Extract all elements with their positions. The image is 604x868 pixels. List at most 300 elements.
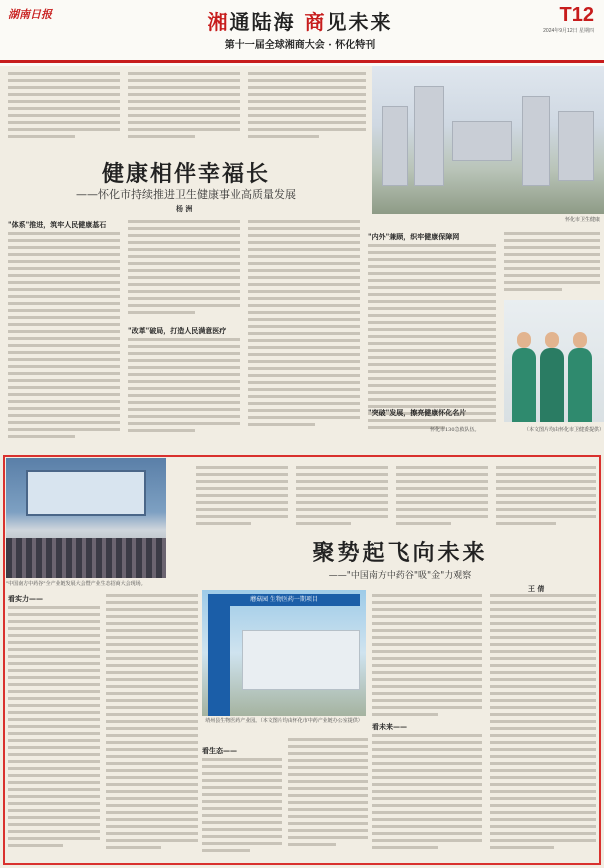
text-line bbox=[128, 72, 240, 75]
text-line bbox=[8, 662, 100, 665]
article2-intro-column-1 bbox=[196, 466, 288, 529]
text-line bbox=[106, 769, 198, 772]
intro-text-column-2 bbox=[128, 72, 240, 142]
text-line bbox=[128, 276, 240, 279]
text-line bbox=[490, 790, 596, 793]
text-line bbox=[372, 804, 482, 807]
text-line bbox=[8, 337, 120, 340]
text-line bbox=[490, 615, 596, 618]
text-line bbox=[8, 330, 120, 333]
text-line bbox=[106, 741, 198, 744]
article2-section-head-3: 看未来—— bbox=[372, 722, 407, 731]
text-line bbox=[8, 309, 120, 312]
text-line bbox=[8, 781, 100, 784]
banner-text-1: 通陆海 bbox=[229, 10, 305, 34]
text-line bbox=[202, 800, 282, 803]
banner-title bbox=[150, 6, 450, 35]
text-line bbox=[368, 335, 496, 338]
text-line bbox=[496, 466, 596, 469]
text-line bbox=[490, 601, 596, 604]
text-line bbox=[248, 100, 366, 103]
text-line bbox=[106, 832, 198, 835]
text-line bbox=[8, 802, 100, 805]
text-line bbox=[490, 748, 596, 751]
article1-column-1 bbox=[8, 232, 120, 442]
text-line bbox=[372, 769, 482, 772]
text-line bbox=[128, 283, 240, 286]
banner-char-xiang: 湘 bbox=[207, 10, 230, 34]
text-line bbox=[196, 466, 288, 469]
plant-banner: 蘑菇园 生物医药一期项目 bbox=[208, 594, 360, 606]
text-line bbox=[490, 608, 596, 611]
banner-text-2: 见未来 bbox=[326, 10, 393, 34]
text-line bbox=[106, 671, 198, 674]
text-line bbox=[248, 346, 360, 349]
text-line bbox=[368, 244, 496, 247]
text-line bbox=[106, 755, 198, 758]
text-line bbox=[490, 636, 596, 639]
article1-section-head-4: "突破"发展，擦亮健康怀化名片 bbox=[368, 408, 467, 417]
text-line bbox=[504, 281, 600, 284]
article2-byline: 王 倩 bbox=[528, 584, 545, 593]
article1-section-head-2: "改革"破局，打造人民满意医疗 bbox=[128, 326, 227, 335]
conference-screen bbox=[26, 470, 146, 516]
text-line bbox=[8, 400, 120, 403]
text-line bbox=[368, 300, 496, 303]
text-line bbox=[496, 487, 596, 490]
text-line bbox=[368, 363, 496, 366]
text-line bbox=[128, 352, 240, 355]
text-line bbox=[128, 366, 240, 369]
text-line bbox=[128, 415, 240, 418]
text-line bbox=[490, 594, 596, 597]
text-line bbox=[288, 738, 368, 741]
masthead-rule bbox=[0, 60, 604, 63]
text-line bbox=[106, 594, 198, 597]
text-line bbox=[372, 657, 482, 660]
text-line bbox=[368, 398, 496, 401]
text-line bbox=[8, 613, 100, 616]
text-line bbox=[372, 678, 482, 681]
text-line bbox=[372, 790, 482, 793]
text-line bbox=[496, 522, 556, 525]
text-line bbox=[296, 515, 388, 518]
text-line bbox=[8, 683, 100, 686]
text-line bbox=[8, 100, 120, 103]
hospital-aerial-photo bbox=[372, 66, 604, 214]
text-line bbox=[490, 825, 596, 828]
text-line bbox=[128, 304, 240, 307]
text-line bbox=[368, 356, 496, 359]
text-line bbox=[372, 748, 482, 751]
text-line bbox=[372, 818, 482, 821]
text-line bbox=[296, 508, 388, 511]
article2-section-head-2: 看生态—— bbox=[202, 746, 237, 755]
text-line bbox=[288, 745, 368, 748]
text-line bbox=[196, 515, 288, 518]
text-line bbox=[8, 830, 100, 833]
text-line bbox=[496, 501, 596, 504]
article2-column-2 bbox=[106, 594, 198, 853]
text-line bbox=[106, 636, 198, 639]
text-line bbox=[8, 732, 100, 735]
text-line bbox=[106, 846, 161, 849]
text-line bbox=[288, 808, 368, 811]
text-line bbox=[106, 748, 198, 751]
text-line bbox=[368, 251, 496, 254]
text-line bbox=[8, 379, 120, 382]
text-line bbox=[8, 281, 120, 284]
conference-photo bbox=[6, 458, 166, 578]
text-line bbox=[490, 664, 596, 667]
text-line bbox=[8, 711, 100, 714]
text-line bbox=[8, 421, 120, 424]
text-line bbox=[8, 627, 100, 630]
text-line bbox=[8, 809, 100, 812]
text-line bbox=[248, 297, 360, 300]
article2-intro-column-3 bbox=[396, 466, 488, 529]
conference-audience bbox=[6, 538, 166, 578]
text-line bbox=[8, 774, 100, 777]
text-line bbox=[202, 828, 282, 831]
text-line bbox=[372, 839, 482, 842]
plant-photo-caption: 靖州县生物医药产业园。（本文图片均由怀化市中药产业链办公室提供） bbox=[205, 718, 363, 724]
text-line bbox=[196, 494, 288, 497]
text-line bbox=[248, 325, 360, 328]
text-line bbox=[248, 128, 366, 131]
plant-gate bbox=[208, 606, 230, 716]
text-line bbox=[8, 690, 100, 693]
text-line bbox=[8, 253, 120, 256]
text-line bbox=[490, 678, 596, 681]
text-line bbox=[288, 752, 368, 755]
text-line bbox=[128, 262, 240, 265]
text-line bbox=[128, 114, 240, 117]
text-line bbox=[372, 629, 482, 632]
text-line bbox=[106, 692, 198, 695]
text-line bbox=[368, 370, 496, 373]
text-line bbox=[106, 664, 198, 667]
text-line bbox=[248, 416, 360, 419]
text-line bbox=[196, 480, 288, 483]
text-line bbox=[288, 773, 368, 776]
text-line bbox=[248, 402, 360, 405]
text-line bbox=[368, 384, 496, 387]
text-line bbox=[202, 821, 282, 824]
text-line bbox=[106, 804, 198, 807]
text-line bbox=[372, 706, 482, 709]
text-line bbox=[8, 267, 120, 270]
text-line bbox=[490, 832, 596, 835]
text-line bbox=[128, 297, 240, 300]
text-line bbox=[248, 374, 360, 377]
text-line bbox=[368, 419, 496, 422]
text-line bbox=[128, 135, 195, 138]
article1-column-2b bbox=[128, 338, 240, 436]
text-line bbox=[248, 290, 360, 293]
text-line bbox=[8, 676, 100, 679]
text-line bbox=[8, 767, 100, 770]
text-line bbox=[490, 657, 596, 660]
text-line bbox=[504, 267, 600, 270]
text-line bbox=[490, 692, 596, 695]
text-line bbox=[288, 766, 368, 769]
text-line bbox=[372, 825, 482, 828]
text-line bbox=[128, 387, 240, 390]
text-line bbox=[396, 494, 488, 497]
text-line bbox=[8, 739, 100, 742]
text-line bbox=[248, 360, 360, 363]
text-line bbox=[128, 290, 240, 293]
text-line bbox=[106, 699, 198, 702]
text-line bbox=[8, 606, 100, 609]
text-line bbox=[128, 401, 240, 404]
text-line bbox=[248, 72, 366, 75]
text-line bbox=[504, 232, 600, 235]
text-line bbox=[490, 755, 596, 758]
text-line bbox=[248, 93, 366, 96]
text-line bbox=[106, 608, 198, 611]
text-line bbox=[490, 762, 596, 765]
text-line bbox=[8, 114, 120, 117]
article1-section-head-1: "体系"推进，筑牢人民健康基石 bbox=[8, 220, 107, 229]
text-line bbox=[368, 321, 496, 324]
text-line bbox=[490, 685, 596, 688]
text-line bbox=[8, 260, 120, 263]
text-line bbox=[8, 239, 120, 242]
biomedical-plant-photo bbox=[202, 590, 366, 716]
text-line bbox=[490, 776, 596, 779]
text-line bbox=[248, 423, 315, 426]
text-line bbox=[8, 79, 120, 82]
text-line bbox=[372, 608, 482, 611]
article2-column-5 bbox=[372, 594, 482, 720]
text-line bbox=[248, 276, 360, 279]
text-line bbox=[106, 706, 198, 709]
text-line bbox=[248, 241, 360, 244]
article1-column-3 bbox=[248, 220, 360, 430]
article1-subtitle: ——怀化市持续推进卫生健康事业高质量发展 bbox=[76, 188, 296, 201]
text-line bbox=[202, 779, 282, 782]
text-line bbox=[396, 480, 488, 483]
text-line bbox=[490, 713, 596, 716]
text-line bbox=[128, 408, 240, 411]
text-line bbox=[202, 765, 282, 768]
text-line bbox=[8, 725, 100, 728]
article1-column-2 bbox=[128, 220, 240, 318]
text-line bbox=[128, 248, 240, 251]
text-line bbox=[288, 815, 368, 818]
text-line bbox=[106, 734, 198, 737]
text-line bbox=[396, 522, 451, 525]
text-line bbox=[128, 234, 240, 237]
text-line bbox=[8, 428, 120, 431]
text-line bbox=[128, 241, 240, 244]
text-line bbox=[128, 394, 240, 397]
text-line bbox=[496, 508, 596, 511]
text-line bbox=[202, 849, 250, 852]
text-line bbox=[8, 620, 100, 623]
text-line bbox=[248, 381, 360, 384]
text-line bbox=[248, 367, 360, 370]
article2-column-6 bbox=[372, 734, 482, 853]
text-line bbox=[128, 93, 240, 96]
text-line bbox=[128, 269, 240, 272]
article1-column-5 bbox=[504, 232, 600, 295]
text-line bbox=[8, 816, 100, 819]
text-line bbox=[490, 706, 596, 709]
text-line bbox=[106, 622, 198, 625]
text-line bbox=[106, 601, 198, 604]
text-line bbox=[288, 780, 368, 783]
text-line bbox=[128, 227, 240, 230]
text-line bbox=[496, 515, 596, 518]
text-line bbox=[504, 274, 600, 277]
text-line bbox=[368, 342, 496, 345]
text-line bbox=[106, 797, 198, 800]
text-line bbox=[202, 786, 282, 789]
text-line bbox=[396, 473, 488, 476]
text-line bbox=[196, 473, 288, 476]
article2-column-3 bbox=[202, 758, 282, 856]
text-line bbox=[106, 643, 198, 646]
text-line bbox=[372, 734, 482, 737]
text-line bbox=[128, 128, 240, 131]
text-line bbox=[248, 339, 360, 342]
text-line bbox=[248, 121, 366, 124]
text-line bbox=[128, 79, 240, 82]
text-line bbox=[8, 407, 120, 410]
article2-column-7 bbox=[490, 594, 596, 853]
text-line bbox=[372, 797, 482, 800]
text-line bbox=[490, 734, 596, 737]
text-line bbox=[490, 804, 596, 807]
text-line bbox=[490, 846, 554, 849]
banner-char-shang: 商 bbox=[304, 10, 327, 34]
masthead bbox=[0, 0, 604, 66]
text-line bbox=[8, 288, 120, 291]
text-line bbox=[490, 671, 596, 674]
text-line bbox=[8, 704, 100, 707]
text-line bbox=[372, 650, 482, 653]
text-line bbox=[496, 480, 596, 483]
text-line bbox=[490, 818, 596, 821]
text-line bbox=[8, 295, 120, 298]
text-line bbox=[490, 622, 596, 625]
text-line bbox=[8, 386, 120, 389]
text-line bbox=[296, 480, 388, 483]
text-line bbox=[106, 657, 198, 660]
text-line bbox=[8, 753, 100, 756]
text-line bbox=[8, 135, 75, 138]
text-line bbox=[496, 473, 596, 476]
article2-column-1 bbox=[8, 606, 100, 851]
text-line bbox=[8, 718, 100, 721]
text-line bbox=[8, 760, 100, 763]
text-line bbox=[368, 293, 496, 296]
text-line bbox=[248, 388, 360, 391]
text-line bbox=[8, 844, 63, 847]
text-line bbox=[128, 121, 240, 124]
text-line bbox=[504, 260, 600, 263]
text-line bbox=[128, 359, 240, 362]
text-line bbox=[368, 377, 496, 380]
page-date: 2024年9月12日 星期四 bbox=[543, 28, 594, 34]
text-line bbox=[128, 373, 240, 376]
text-line bbox=[128, 107, 240, 110]
text-line bbox=[372, 601, 482, 604]
text-line bbox=[372, 783, 482, 786]
text-line bbox=[248, 262, 360, 265]
text-line bbox=[128, 100, 240, 103]
text-line bbox=[8, 435, 75, 438]
text-line bbox=[8, 107, 120, 110]
text-line bbox=[496, 494, 596, 497]
text-line bbox=[106, 720, 198, 723]
text-line bbox=[248, 227, 360, 230]
article2-column-4 bbox=[288, 738, 368, 850]
ambulance-team-caption: 怀化市130急救队伍。 bbox=[430, 427, 480, 433]
text-line bbox=[106, 650, 198, 653]
text-line bbox=[8, 372, 120, 375]
text-line bbox=[106, 811, 198, 814]
intro-text-column-3 bbox=[248, 72, 366, 142]
text-line bbox=[128, 338, 240, 341]
text-line bbox=[372, 615, 482, 618]
article2-section-head-1: 看实力—— bbox=[8, 594, 43, 603]
text-line bbox=[368, 307, 496, 310]
text-line bbox=[504, 239, 600, 242]
text-line bbox=[248, 332, 360, 335]
text-line bbox=[106, 790, 198, 793]
text-line bbox=[296, 473, 388, 476]
text-line bbox=[202, 814, 282, 817]
text-line bbox=[368, 286, 496, 289]
text-line bbox=[490, 650, 596, 653]
text-line bbox=[372, 643, 482, 646]
text-line bbox=[8, 648, 100, 651]
text-line bbox=[8, 274, 120, 277]
newspaper-logo: 湖南日报 bbox=[8, 8, 52, 21]
text-line bbox=[196, 508, 288, 511]
intro-text-column-1 bbox=[8, 72, 120, 142]
text-line bbox=[372, 713, 438, 716]
text-line bbox=[106, 615, 198, 618]
text-line bbox=[202, 772, 282, 775]
text-line bbox=[8, 393, 120, 396]
article2-intro-column-2 bbox=[296, 466, 388, 529]
article2-headline: 聚势起飞向未来 bbox=[312, 540, 488, 566]
text-line bbox=[8, 634, 100, 637]
text-line bbox=[490, 699, 596, 702]
text-line bbox=[372, 594, 482, 597]
text-line bbox=[8, 351, 120, 354]
text-line bbox=[196, 487, 288, 490]
text-line bbox=[372, 622, 482, 625]
text-line bbox=[248, 255, 360, 258]
text-line bbox=[106, 685, 198, 688]
text-line bbox=[8, 128, 120, 131]
text-line bbox=[490, 629, 596, 632]
text-line bbox=[372, 664, 482, 667]
text-line bbox=[8, 697, 100, 700]
text-line bbox=[490, 839, 596, 842]
text-line bbox=[372, 811, 482, 814]
text-line bbox=[202, 807, 282, 810]
article1-section-head-3: "内外"兼顾，织牢健康保障网 bbox=[368, 232, 460, 241]
text-line bbox=[248, 79, 366, 82]
text-line bbox=[372, 762, 482, 765]
